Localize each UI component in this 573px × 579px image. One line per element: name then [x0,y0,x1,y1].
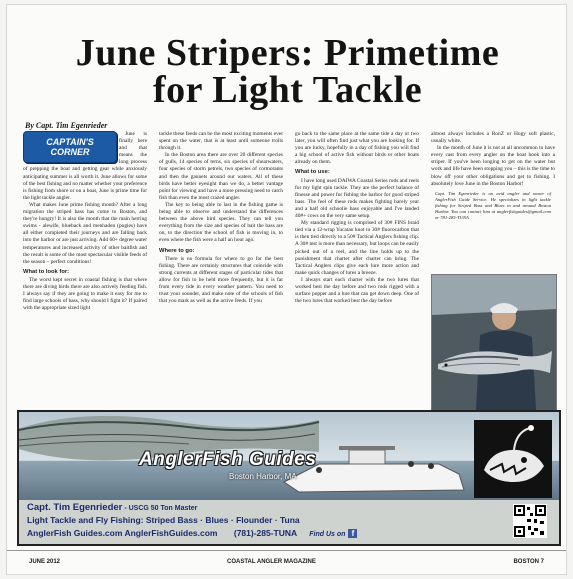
title-line-1: June Stripers: Primetime [75,32,500,74]
ad-license: - USCG 50 Ton Master [122,505,198,512]
paragraph: go back to the same place at the same tide a day or two later, you will often find just what you are looking for. If you are lucky, hopefully in a day of fishing you will find a big school of active fish without birds or other boats already on them. [295,131,419,166]
column-3 [295,131,419,409]
paragraph: The worst kept secret in coastal fishing is that where there are diving birds there are also actively feeding fish. I always say if they are going to make it easy for me to find large schools of bass, why should I fight it? If paired with the appropriate sized light [23,276,147,312]
column-1 [23,131,147,409]
magazine-page [6,4,567,575]
ad-logo-text: AnglerFish Guides [139,449,317,470]
qr-code-icon[interactable] [513,504,547,538]
badge-line-2: CORNER [50,147,90,157]
ad-web-and-phone [27,528,357,538]
paragraph: tackle these feeds can be the most exciting moments ever spent on the water, that is at least until someone trolls through it. [159,131,283,152]
author-photo-with-fish [431,274,557,411]
footer-publication: COASTAL ANGLER MAGAZINE [227,559,316,565]
ad-location: Boston Harbor, MA [229,472,297,481]
paragraph: I always start each charter with the two lures that worked best the day before and two rods rigged with a surface popper and a lure that can get down deep. One of the two lures that worked best the day before [295,276,419,305]
captains-corner-badge [23,131,117,163]
paragraph: My standard rigging is comprised of 30# FINS braid tied via a 12-wrap Yucatan knot to 30# fluorocarbon that is then tied directly to a 50# Tactical Anglers fishing clip. A 30# test is more than necessary, but loops can be easily picked out of a reel, and the line holds up to the punishment that charter after charter can bring. The Tactical Anglers clips give each lure more action and make quick changes of lures a breeze. [295,220,419,276]
paragraph: June is finally here and that means the long process of prepping the boat and getting gear while anxiously anticipating summer is all worth it. June allows for some of the best fishing and no matter whether your preference is fishing from shore or on a boat, June is prime time for the light tackle angler. [23,131,147,201]
section-heading: What to look for: [23,268,70,275]
author-bio: Capt. Tim Egenrieder is an avid angler and owner of AnglerFish Guide Service. He specializes in light tackle fishing for Striped Bass and Blues in and around Boston Harbor. You can contact him at anglerfishguides@gmail.com or 781-285-TUNA [435,190,551,220]
photo-illustration [432,275,556,410]
article-body [23,131,555,409]
title-line-2: for Light Tackle [152,69,423,111]
ad-name-text: Capt. Tim Egenrieder [27,502,123,513]
paragraph: There is no formula for where to go for the best fishing. There are certainly structures that coincide with strong currents at different stages of particular tides that allow for fish to be held more frequently, but it is far from every tide in every weather pattern. You need to trust your sounder, and make note of the schools of fish that you mark as well as the active feeds. If you [159,255,283,305]
ad-websites[interactable]: AnglerFish Guides.com AnglerFishGuides.com [27,528,218,538]
ad-phone[interactable]: (781)-285-TUNA [233,528,297,538]
paragraph: In the Boston area there are over 20 different species of gulls, 14 species of terns, six species of shearwaters, four species of storm petrels, two species of cormorants and then the gannets around our waters. All of these birds have better eyesight than we do, a better vantage point for viewing and have a more pressing need to catch fish than even the most crazed angler. [159,152,283,201]
ad-find-us: Find Us on [309,531,346,538]
byline: By Capt. Tim Egenrieder [25,121,108,130]
footer-date: JUNE 2012 [29,559,61,565]
section-heading: What to use: [295,169,330,176]
footer-page-number: BOSTON 7 [513,559,544,565]
page-footer [7,550,567,571]
advertisement-anglerfish-guides[interactable] [17,410,561,546]
section-heading: Where to go: [159,247,195,254]
badge-line-1: CAPTAIN'S [46,137,94,147]
paragraph: What makes June prime fishing month? After a long migration the striped bass has come to Boston, and they're hungry! It is also the month that the main herring swims - alewife, blueback and menhaden (pogies) have all either completed their journeys and are falling back into the harbor or are just arriving. Add 60+ degree water temperatures and increased activity of other baitfish and the result is some of the most spectacular visible feeds of the season – perfect conditions! [23,201,147,265]
column-2 [159,131,283,409]
paragraph: In the month of June it is not at all uncommon to have every cast from every angler on the boat hook into a striper. If you've been longing to get on the water but work and life have been stopping you – this is the time to blow off your other obligations and get to fishing. I absolutely love June in the Boston Harbor! [431,145,555,187]
article-title [7,32,567,111]
paragraph: The key to being able to last in the fishing game is being able to observe and understand the differences between the above bird species. They can tell you everything from the size and species of bait the bass are on, to the direction the school of fish is moving in, to even where the fish were a half an hour ago. [159,201,283,244]
ad-services: Light Tackle and Fly Fishing: Striped Bass · Blues · Flounder · Tuna [27,515,300,525]
ad-captain-name [27,502,197,513]
paragraph: I have long used DAIWA Coastal Series rods and reels for my light spin tackle. They are the perfect balance of finesse and power for fishing the harbor for good striped bass. The feel of these rods makes fighting barely year and a half old schoolie bass enjoyable and I've landed 40#+ cows on the very same setup. [295,177,419,220]
anglerfish-logo-icon [474,420,552,498]
facebook-icon[interactable]: f [348,529,357,538]
paragraph: almost always includes a RonZ or Hogy soft plastic, usually white. [431,131,555,145]
